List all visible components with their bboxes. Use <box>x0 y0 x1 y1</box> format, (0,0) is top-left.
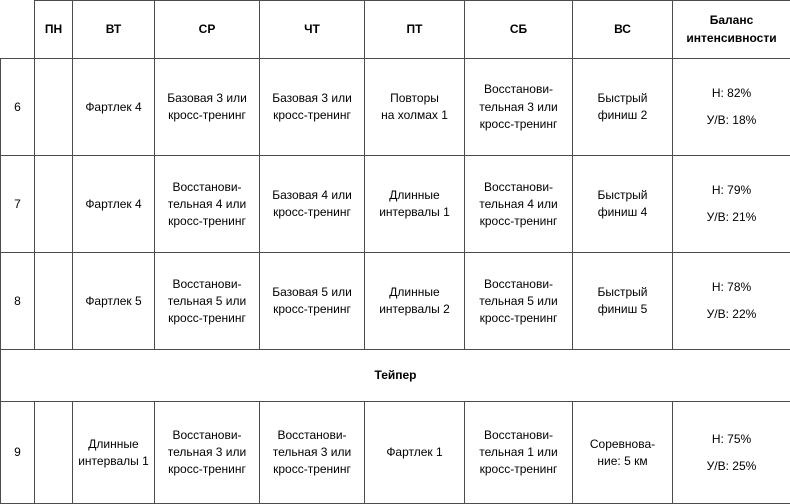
cell-friday <box>365 59 465 156</box>
cell-line: кросс-тренинг <box>479 462 558 477</box>
header-cell-corner <box>1 1 35 59</box>
cell-line: Быстрый <box>597 90 648 105</box>
cell-line: Быстрый <box>597 285 648 300</box>
cell-tuesday <box>73 156 155 253</box>
header-cell-sunday: ВС <box>573 1 673 59</box>
cell-line: Фартлек 4 <box>85 99 142 114</box>
table-row <box>1 156 790 253</box>
cell-line: Восстанови- <box>483 179 554 194</box>
cell-line: кросс-тренинг <box>479 116 558 131</box>
cell-line: кросс-тренинг <box>168 462 246 477</box>
cell-line: Повторы <box>390 90 439 105</box>
cell-line: тельная 3 или <box>479 99 558 114</box>
header-cell-wednesday: СР <box>155 1 260 59</box>
cell-line: интервалы 1 <box>379 205 450 220</box>
balance-line: У/В: 21% <box>706 210 757 225</box>
table-row <box>1 402 790 504</box>
cell-line: тельная 4 или <box>167 196 247 211</box>
cell-wednesday <box>155 253 260 350</box>
cell-thursday <box>260 59 365 156</box>
cell-line: тельная 1 или <box>479 445 558 460</box>
section-label: Тейпер <box>1 350 790 402</box>
header-cell-intensity-balance <box>673 1 790 59</box>
cell-monday <box>35 59 73 156</box>
cell-wednesday <box>155 402 260 504</box>
table-row <box>1 59 790 156</box>
section-row-taper <box>1 350 790 402</box>
cell-line: Базовая 3 или <box>167 90 247 105</box>
cell-line: тельная 3 или <box>272 445 352 460</box>
cell-line: кросс-тренинг <box>273 302 351 317</box>
cell-sunday <box>573 59 673 156</box>
cell-thursday <box>260 156 365 253</box>
cell-line: кросс-тренинг <box>273 108 351 123</box>
cell-friday <box>365 156 465 253</box>
week-number: 9 <box>1 402 35 504</box>
cell-line: интервалы 2 <box>379 302 450 317</box>
cell-tuesday <box>73 253 155 350</box>
cell-line: Восстанови- <box>172 179 242 194</box>
cell-line: тельная 5 или <box>167 293 247 308</box>
cell-intensity-balance <box>673 59 790 156</box>
balance-line: У/В: 22% <box>706 307 757 322</box>
cell-line: Базовая 5 или <box>272 285 352 300</box>
cell-line: Восстанови- <box>172 428 242 443</box>
cell-saturday <box>465 59 573 156</box>
cell-wednesday <box>155 59 260 156</box>
cell-intensity-balance <box>673 156 790 253</box>
cell-monday <box>35 402 73 504</box>
cell-line: финиш 5 <box>597 302 648 317</box>
cell-friday <box>365 402 465 504</box>
cell-line: Фартлек 4 <box>85 196 142 211</box>
cell-line: кросс-тренинг <box>168 213 246 228</box>
cell-thursday <box>260 253 365 350</box>
header-cell-monday: ПН <box>35 1 73 59</box>
header-balance-line: Баланс <box>709 13 754 28</box>
cell-line: Восстанови- <box>483 428 554 443</box>
cell-line: тельная 3 или <box>167 445 247 460</box>
cell-line: кросс-тренинг <box>479 213 558 228</box>
week-number: 8 <box>1 253 35 350</box>
cell-line: тельная 4 или <box>479 196 558 211</box>
cell-friday <box>365 253 465 350</box>
cell-line: кросс-тренинг <box>273 462 351 477</box>
cell-line: Длинные <box>88 436 139 451</box>
cell-intensity-balance <box>673 253 790 350</box>
cell-wednesday <box>155 156 260 253</box>
table-row <box>1 253 790 350</box>
cell-line: тельная 5 или <box>479 293 558 308</box>
cell-monday <box>35 253 73 350</box>
header-balance-line: интенсивности <box>686 30 777 45</box>
cell-saturday <box>465 156 573 253</box>
cell-line: Соревнова- <box>589 436 656 451</box>
cell-intensity-balance <box>673 402 790 504</box>
cell-thursday <box>260 402 365 504</box>
cell-saturday <box>465 402 573 504</box>
cell-line: финиш 4 <box>597 205 648 220</box>
cell-line: кросс-тренинг <box>168 310 246 325</box>
balance-line: У/В: 18% <box>706 113 757 128</box>
balance-line: Н: 82% <box>711 85 752 100</box>
cell-tuesday <box>73 59 155 156</box>
table-body <box>1 59 790 504</box>
cell-line: Базовая 3 или <box>272 90 352 105</box>
header-cell-saturday: СБ <box>465 1 573 59</box>
balance-line: У/В: 25% <box>706 458 757 473</box>
header-cell-friday: ПТ <box>365 1 465 59</box>
cell-line: Восстанови- <box>277 428 347 443</box>
cell-line: Длинные <box>389 188 440 203</box>
balance-line: Н: 79% <box>711 183 752 198</box>
cell-line: кросс-тренинг <box>273 205 351 220</box>
cell-line: Восстанови- <box>483 276 554 291</box>
cell-line: Базовая 4 или <box>272 188 352 203</box>
cell-line: финиш 2 <box>597 108 648 123</box>
cell-line: кросс-тренинг <box>479 310 558 325</box>
cell-saturday <box>465 253 573 350</box>
cell-monday <box>35 156 73 253</box>
cell-line: Длинные <box>389 285 440 300</box>
cell-sunday <box>573 402 673 504</box>
table-header <box>1 1 790 59</box>
header-row <box>1 1 790 59</box>
balance-line: Н: 75% <box>711 431 752 446</box>
cell-sunday <box>573 156 673 253</box>
week-number: 7 <box>1 156 35 253</box>
cell-line: ние: 5 км <box>597 453 648 468</box>
cell-line: Быстрый <box>597 188 648 203</box>
cell-sunday <box>573 253 673 350</box>
cell-tuesday <box>73 402 155 504</box>
cell-line: Восстанови- <box>483 82 554 97</box>
cell-line: Восстанови- <box>172 276 242 291</box>
header-cell-thursday: ЧТ <box>260 1 365 59</box>
header-cell-tuesday: ВТ <box>73 1 155 59</box>
cell-line: Фартлек 5 <box>85 293 142 308</box>
cell-line: интервалы 1 <box>78 453 149 468</box>
cell-line: Фартлек 1 <box>386 445 443 460</box>
cell-line: кросс-тренинг <box>168 108 246 123</box>
week-number: 6 <box>1 59 35 156</box>
balance-line: Н: 78% <box>711 280 752 295</box>
cell-line: на холмах 1 <box>381 108 448 123</box>
